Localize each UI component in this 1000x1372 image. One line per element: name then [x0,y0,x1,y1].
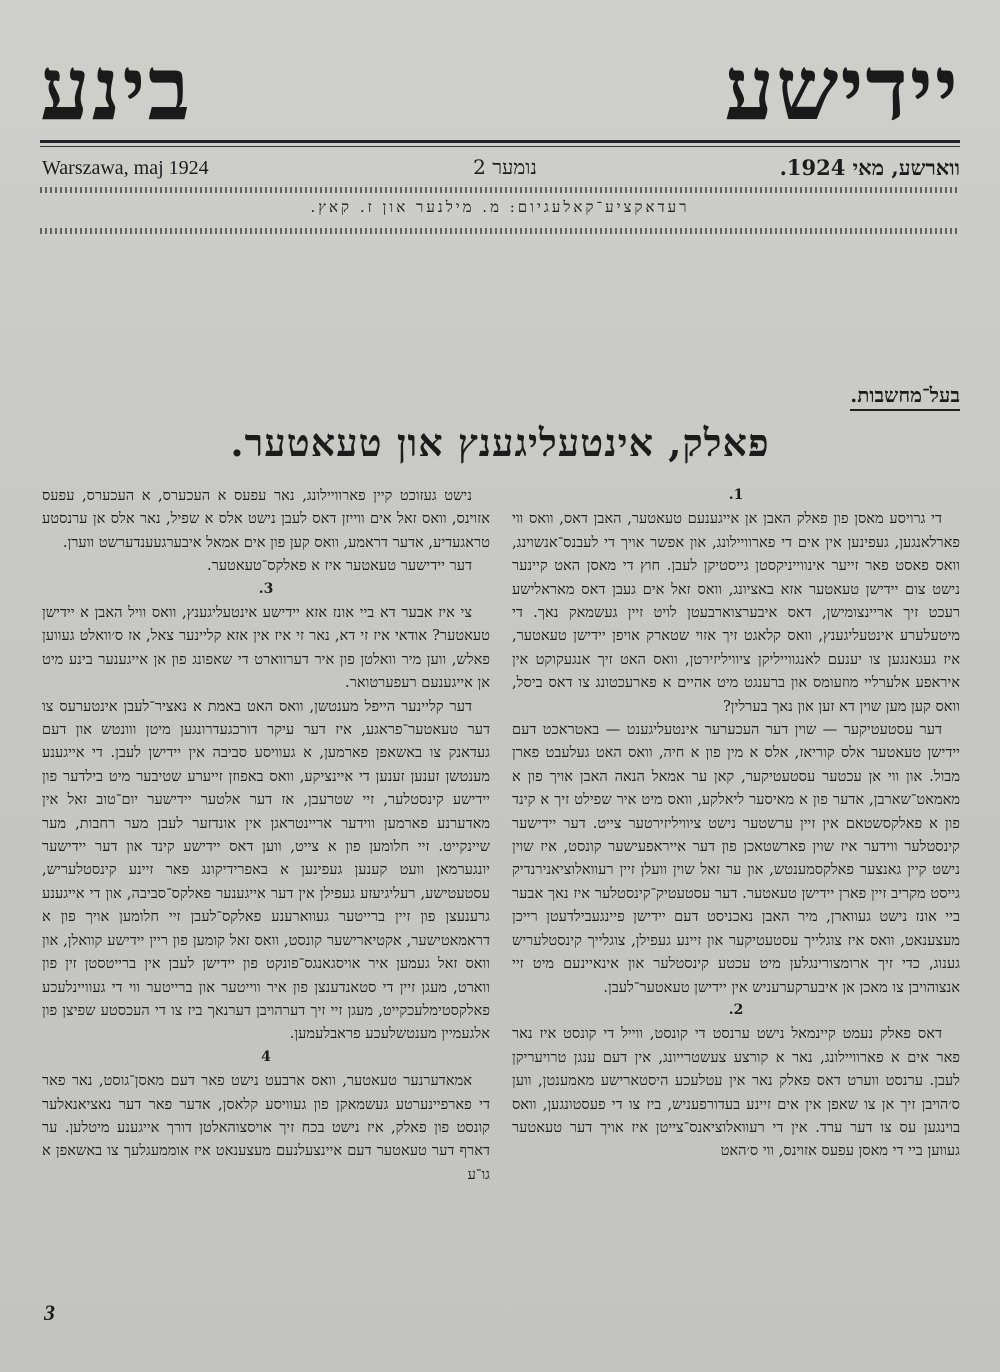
date-latin: Warszawa, maj 1924 [42,157,209,179]
article-paragraph: די גרויסע מאסן פון פאלק האבן אן אייגענעם טעאטער, האבן דאס, וואס ווי פארלאנגען, געפינען אין אים די פארוויילונג, און אפשר אויך די לעבנס־אנשוינג, וואס פאסט פאר זייער אינווייניקסטן גייסטיקן לעבן. חוץ די מאסן האט קיינער נישט צום יידישן טעאטער אזא באציונג, וואס זאל אים געבן דאס מאראלישע רעכט זיך אריינצומישן, דאס איבערצוארבעטן לויט זיין געשמאק נאך. די מיטעלערע אינטעליגענץ, וואס קלאגט זיך אזוי שטארק אויפן יידישן טעאטער, איז געגאנגען צו יענעם לאנגווייליקן ציוויליזירטן, וואס האט זיך אנגעקוקט אין איראפע אלערליי מוזעומס און ברענגט מיט אהיים א פארעכטונג צו דאס ביסל, וואס קען מען שוין דא זען און נאך בערלין? [512,510,960,715]
masthead-title: יידישע בינע [40,36,960,140]
article-paragraph: דער קליינער הייפל מענטשן, וואס האט באמת א נאציר־לעבן אינטערעס צו דער טעאטער־פראגע, איז דער עיקר דורכגעדרונגען מיטן ווונטש און דעם געדאנק צו באשאפן פארמען, א געוויסע סביבה אין יידישן לעבן. די אייגענע מענטשן זענען זענען די איינציקע, וואס באפוזן זייערע שטיבער מיט בילדער פון יידישע קינסטלער, זיי שטרעבן, אז דער אלטער יידישער יום־טוב זאל אין מאדערנע פארמען ווידער אריינטראגן אין אונדזער לעבן מער רחבות, מער שיינקייט. זיי חלומען פון א צייט, ווען דאס יידישע קינד און דער יידישער יונגערמאן וועט קענען געפינען א באפרידיקונג פאר זיינע קינסטלעריש, עסטעטישע, רעליגיעזע געפילן אין דער אייגענער פאלקס־סביבה, און די אייגענע גרענעצן פון זיין ברייטער געווארענע פאלקס־לעבן זיי חלומען אויך פון א דראמאטישער, אקטיארישער קונסט, וואס זאל קומען פון ריין יידישע קוואלן, און וואס זאל געמען איר אויסגאנגס־פונקט פון יידישן לעבן אין ברייטסטן זין פון ווארט, מעגן זיין די סטאנדענצן פון איר ווייטער און ברייטער ווי די געוויינלעכע פאלקסטימלעכקייט, מעגן זיי זיך דערהויבן דערנאך ביז צו די העכסטע שפיצן פון אלגעמיין מענטשלעכע פראבלעמען. [42,697,490,1043]
article-paragraph: דער יידישער טעאטער איז א פאלקס־טעאטער. [206,557,472,575]
wavy-divider-top [40,187,960,193]
article-paragraph: נישט געזוכט קיין פארוויילונג, נאר עפעס א העכערס, א העכערס, עפעס אזוינס, וואס זאל אים ווייזן דאס לעבן נישט אלס א שפיל, נאר אלס אן ערנסטע טראגעדיע, אדער דראמע, וואס קען פון אים אמאל איבערגעענדערשט ווערן. [42,487,490,551]
page-number: 3 [44,1300,55,1325]
wavy-divider-bottom [40,228,960,234]
article-column-left [42,484,490,1186]
section-number: 4 [261,1048,271,1065]
editors-line: רעדאקציע־קאלעגיום: מ. מילנער און ז. קאץ. [310,198,690,216]
article-paragraph: אמאדערנער טעאטער, וואס ארבעט נישט פאר דעם מאסן־גוסט, נאר פאר די פארפיינערטע געשמאקן פון געוויסע קלאסן, אדער פאר דער נאציאנאלער קונסט פון פאלק, איז נישט בכח זיך אויסצוהאלטן דורך אייגענע מיטלען. ער דארף דער טעאטער דעם איינצעלנעם מעצענאט איז אוממעגלעך צו באשאפן א גו־ע [42,1072,490,1183]
article-paragraph: דער עסטעטיקער — שוין דער העכערער אינטעליגענט — באטראכט דעם יידישן טעאטער אלס קוריאז, אלס א מין פון א חיה, וואס האט געלעבט פארן מבול. און ווי אן עכטער עסטעטיקער, קאן ער אמאל הנאה האבן אויך פון א מאמאט־שארבן, אדער פון א מאיסער ליאלקע, וואס מיט איר שפילט זיך א קינד פון א פאלקסשטאם אין זיין ערשטער נישט ציוויליזירטער צייט. דער יידישער קינסטלער ווידער איז שוין פארשטאכן פון דער אייראפעישער קונסט, איז שוין נישט קיין גאנצער פאלקסמענטש, און ער זאל שוין וועלן זיין רעוואלוציאנירנדיק גייסט מקריב זיין פארן יידישן טעאטער. דער עסטעטיק־קינסטלער איז נאך אבער ביי אונז נישט געווארן, מיר האבן נאכניסט דעם יידישן פיינגעבילדעטן רייכן מעצענאט, וואס איז צוגלייך עסטעטיקער און זיינע געפילן, צוגלייך קינסטלעריש גענוג, כדי זיך ארומצורינגלען מיט עכטע קינסטלער און אינאיינעם מיט זיי אנצוהויבן צו מאכן אן איבערקערעניש אין יידישן טעאטער־לעבן. [512,721,960,996]
article-paragraph: צי איז אבער דא ביי אונז אזא יידישע אינטעליגענץ, וואס וויל האבן א יידישן טעאטער? אודאי איז זי דא, נאר זי איז אין אזא קליינער צאל, אז ס׳וואלט געווען פאלש, ווען מיר וואלטן פון איר דערווארט די שאפונג פון אן אייגענער בינע מיט אן אייגענעם רעפערטואר. [42,604,490,692]
article-headline: פאלק, אינטעליגענץ און טעאטער. [230,420,770,465]
article-column-right [512,484,960,1163]
masthead-rule-top [40,140,960,143]
section-number: 2. [728,1001,744,1018]
author-rubric: בעל־מחשבות. [850,383,960,411]
date-yiddish: ווארשע, מאי 1924. [779,155,960,180]
article-paragraph: דאס פאלק נעמט קיינמאל נישט ערנסט די קונסט, ווייל די קונסט איז נאר פאר אים א פארוויילונג, נאר א קורצע צעשטרייונג, אין דעם ענגן טרויעריקן לעבן. ערנסט ווערט דאס פאלק נאר אין עטלעכע היסטארישע מאמענטן, ווען ס׳הויבן זיך אן צו שאפן אין אים זיינע בעדורפעניש, ביז צו די פעסטונגען, וואס בוינגען עס צו דער ערד. אין די רעוואלוציאנס־צייטן איז אויך דער טעאטער געווען ביי די מאסן עפעס אזוינס, ווי ס׳האט [512,1025,960,1160]
issue-number: נומער 2 [473,155,537,179]
masthead-rule-bottom [40,146,960,147]
section-number: 3. [258,580,274,597]
section-number: 1. [728,487,744,503]
